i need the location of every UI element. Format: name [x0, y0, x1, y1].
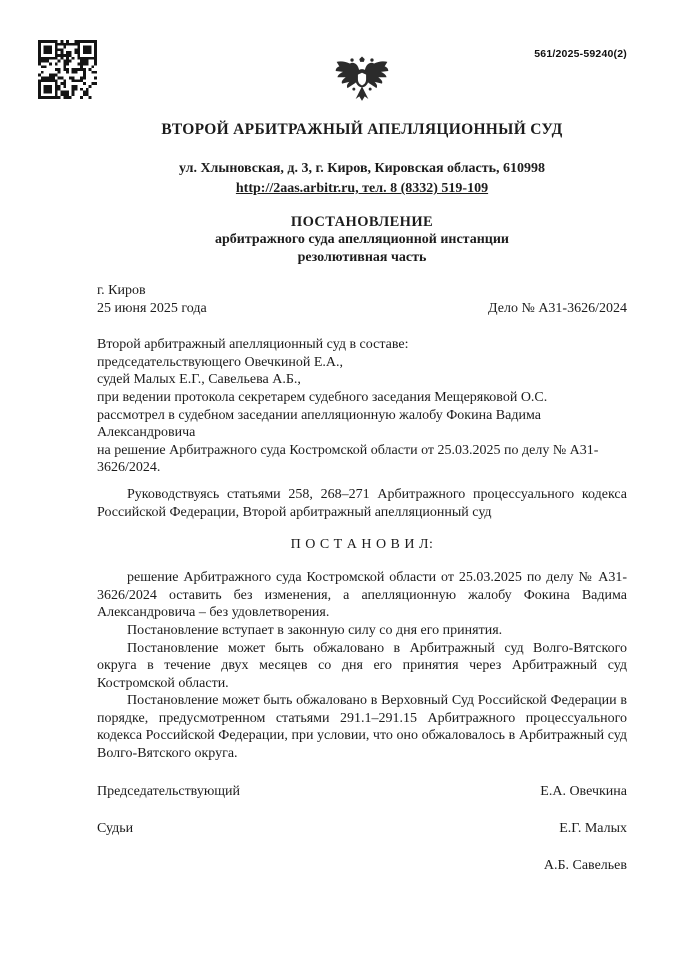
document-subtitle: арбитражного суда апелляционной инстанции	[214, 232, 509, 247]
signature-name: Е.А. Овечкина	[540, 783, 627, 799]
document-title: ПОСТАНОВЛЕНИЕ	[290, 214, 434, 230]
coat-of-arms-icon	[333, 56, 391, 104]
resolution-paragraph: Постановление может быть обжаловано в Арбитражный суд Волго-Вятского округа в течение двух месяцев со дня его принятия через Арбитражный суд Костромской области.	[97, 640, 627, 691]
date-label: 25 июня 2025 года	[97, 300, 207, 316]
signature-role: Судьи	[97, 820, 134, 836]
document-title-part: резолютивная часть	[297, 249, 427, 265]
signature-row	[97, 857, 627, 875]
signature-role: Председательствующий	[97, 783, 241, 799]
resolution-paragraph: Постановление может быть обжаловано в Верховный Суд Российской Федерации в порядке, предусмотренном статьями 291.1–291.15 Арбитражного процессуального кодекса Российской Федерации, при условии, что оно обжаловалось в Арбитражный суд Волго-Вятского округа.	[97, 693, 627, 762]
document-number: 561/2025-59240(2)	[534, 48, 627, 60]
signatures-block	[97, 783, 627, 875]
court-address: ул. Хлыновская, д. 3, г. Киров, Кировская область, 610998	[178, 161, 546, 176]
emblem-wrap	[97, 0, 627, 104]
composition-line: при ведении протокола секретарем судебного заседания Мещеряковой О.С.	[97, 389, 548, 405]
composition-line: председательствующего Овечкиной Е.А.,	[97, 354, 344, 370]
composition-line: на решение Арбитражного суда Костромской области от 25.03.2025 по делу № А31-3626/2024.	[97, 442, 599, 476]
signature-name: Е.Г. Малых	[559, 820, 627, 836]
document-content	[97, 0, 627, 894]
composition-line: Второй арбитражный апелляционный суд в составе:	[97, 337, 409, 353]
signature-row	[97, 783, 627, 801]
qr-code-icon	[38, 40, 97, 99]
court-composition	[97, 336, 627, 477]
case-number-label: Дело № А31-3626/2024	[488, 300, 627, 316]
resolution-paragraph: Постановление вступает в законную силу со дня его принятия.	[127, 622, 503, 638]
court-name: ВТОРОЙ АРБИТРАЖНЫЙ АПЕЛЛЯЦИОННЫЙ СУД	[161, 121, 563, 138]
resolution-body	[97, 569, 627, 763]
city-label: г. Киров	[97, 283, 146, 298]
composition-line: рассмотрел в судебном заседании апелляционную жалобу Фокина Вадима Александровича	[97, 407, 541, 441]
composition-line: судей Малых Е.Г., Савельева А.Б.,	[97, 372, 301, 388]
court-contacts-link: http://2aas.arbitr.ru, тел. 8 (8332) 519-109	[235, 181, 489, 196]
resolution-heading: П О С Т А Н О В И Л:	[290, 537, 434, 553]
resolution-paragraph: решение Арбитражного суда Костромской области от 25.03.2025 по делу № А31-3626/2024 оставить без изменения, а апелляционную жалобу Фокина Вадима Александровича – без удовлетворения.	[97, 570, 627, 621]
signature-row	[97, 820, 627, 838]
signature-name: А.Б. Савельев	[543, 857, 627, 873]
preamble-paragraph: Руководствуясь статьями 258, 268–271 Арбитражного процессуального кодекса Российской Федерации, Второй арбитражный апелляционный суд	[97, 486, 627, 520]
case-meta	[97, 282, 627, 317]
